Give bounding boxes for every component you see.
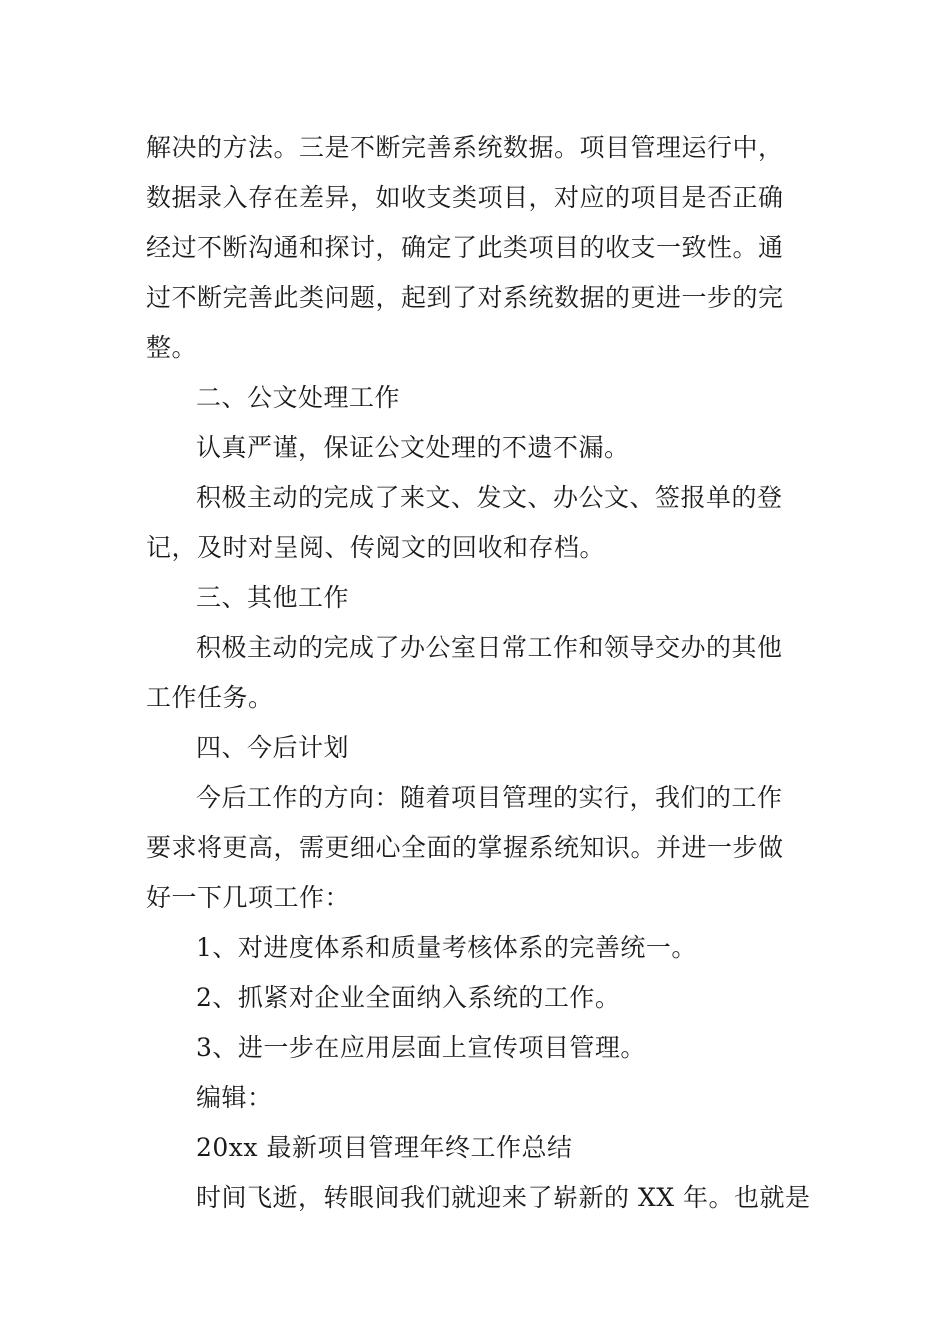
paragraph-line: 时间飞逝，转眼间我们就迎来了崭新的 XX 年。也就是 [196, 1183, 811, 1212]
section-heading: 四、今后计划 [196, 733, 350, 762]
paragraph-line: 今后工作的方向：随着项目管理的实行，我们的工作 [196, 783, 783, 812]
section-heading: 三、其他工作 [196, 583, 350, 612]
list-item: 2、抓紧对企业全面纳入系统的工作。 [196, 983, 621, 1012]
list-item: 3、进一步在应用层面上宣传项目管理。 [196, 1033, 646, 1062]
section-heading: 二、公文处理工作 [196, 383, 401, 412]
paragraph-line: 积极主动的完成了办公室日常工作和领导交办的其他 [196, 633, 783, 662]
paragraph-line: 过不断完善此类问题，起到了对系统数据的更进一步的完 [146, 283, 784, 312]
paragraph-line: 经过不断沟通和探讨，确定了此类项目的收支一致性。通 [146, 233, 784, 262]
paragraph-line: 解决的方法。三是不断完善系统数据。项目管理运行中， [146, 133, 784, 162]
paragraph-line: 记，及时对呈阅、传阅文的回收和存档。 [146, 533, 606, 562]
paragraph-line: 好一下几项工作： [146, 883, 351, 912]
list-item: 1、对进度体系和质量考核体系的完善统一。 [196, 933, 697, 962]
article-title: 20xx 最新项目管理年终工作总结 [196, 1133, 573, 1162]
paragraph-line: 整。 [146, 333, 198, 362]
paragraph-line: 工作任务。 [146, 683, 274, 712]
paragraph-line: 认真严谨，保证公文处理的不遗不漏。 [196, 433, 630, 462]
paragraph-line: 数据录入存在差异，如收支类项目，对应的项目是否正确 [146, 183, 784, 212]
editor-label: 编辑： [196, 1083, 273, 1112]
paragraph-line: 积极主动的完成了来文、发文、办公文、签报单的登 [196, 483, 783, 512]
paragraph-line: 要求将更高，需更细心全面的掌握系统知识。并进一步做 [146, 833, 784, 862]
